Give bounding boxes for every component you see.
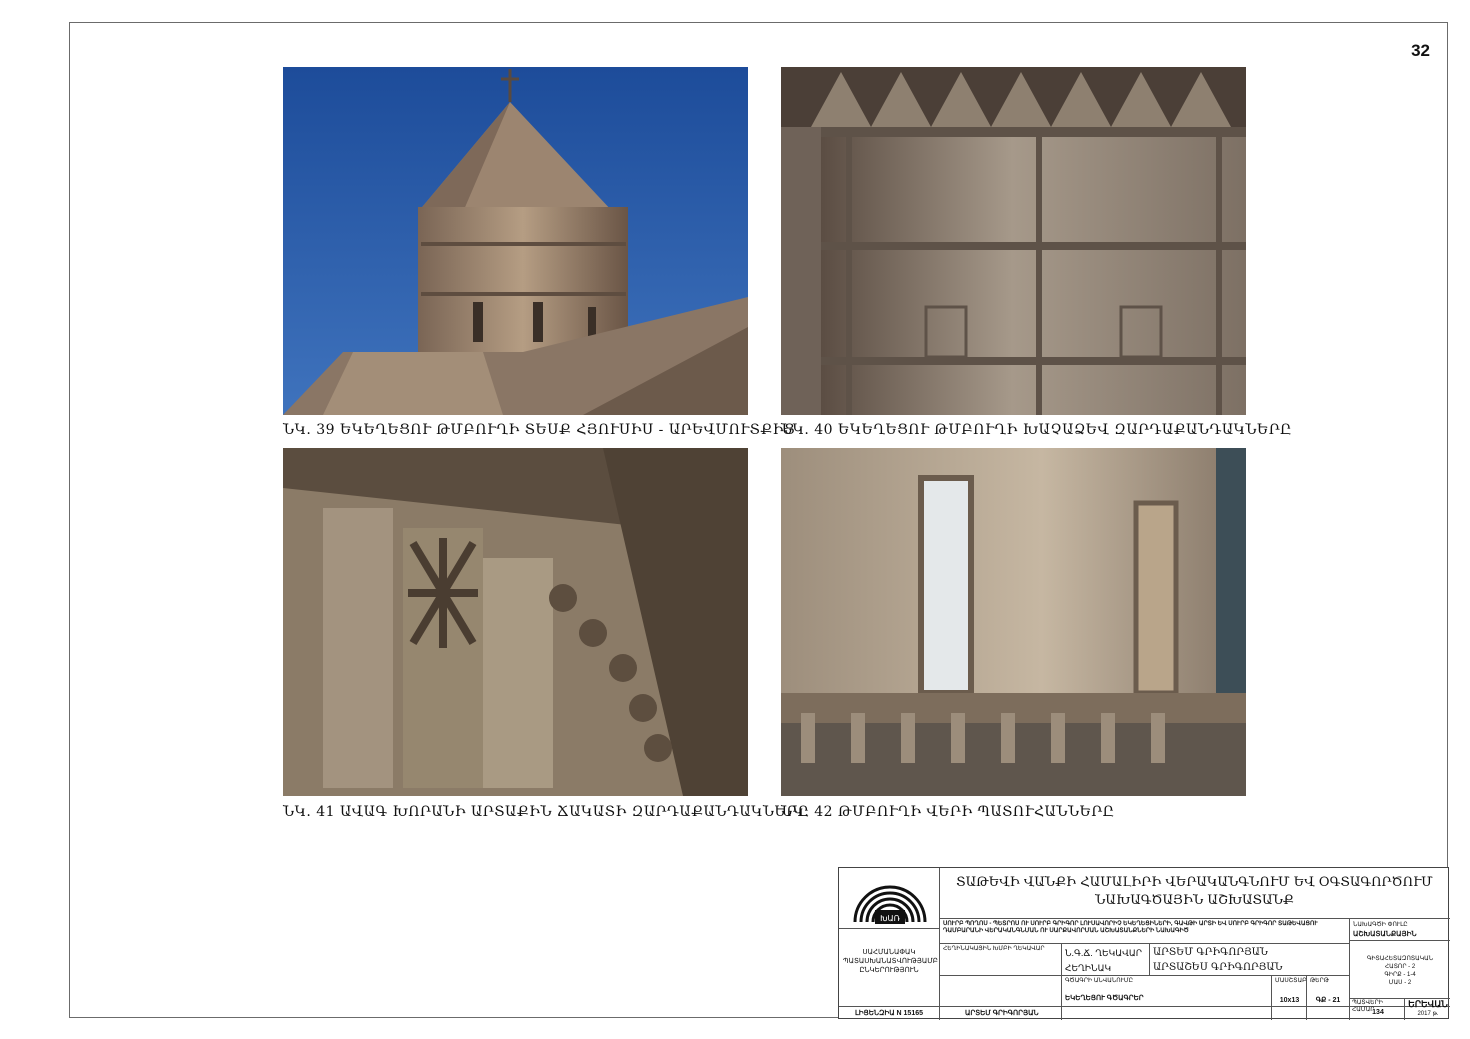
project-title [939,874,1450,916]
order-label: ՊԱՏՎԵՐԻ ՀԱՄԱՐ [1352,1000,1383,1013]
company-logo [847,872,933,928]
project-title-line2: ՆԱԽԱԳԾԱՅԻՆ ԱՇԽԱՏԱՆՔ [1095,893,1294,908]
license-number: ԼԻՑԵՆԶԻԱ N 15165 [854,1010,923,1017]
role1-name: ԱՐՏԵՄ ԳՐԻԳՈՐՅԱՆ [1153,947,1268,958]
object-description: ՍՈՒՐԲ ՊՈՂՈՍ - ՊԵՏՐՈՍ ՈՒ ՍՈՒՐԲ ԳՐԻԳՈՐ ԼՈՒՍԱՎՈՐԻՉ ԵԿԵՂԵՑԻՆԵՐԻ, ԳԱՎԹԻ ԱՐՏԻ ԵՎ ՍՈՒՐԲ ԳՐԻԳՈՐ ՏԱԹԵՎԱՑՈՒ ԴԱՄԲԱՐԱՆԻ ՎԵՐԱԿԱՆԳՆՄԱՆ ՈՒ ՍԱՐՔԱՎՈՐՄԱՆ ԱՇԽԱՏԱՆՔՆԵՐԻ ՆԱԽԱԳԻԾ [943,921,1318,934]
doc-line-2: ԳԻՐՔ - 1-4 [1384,972,1416,978]
scale-label: ՄԱՍՇՏԱԲ [1275,978,1307,984]
project-title-line1: ՏԱԹԵՎԻ ՎԱՆՔԻ ՀԱՄԱԼԻՐԻ ՎԵՐԱԿԱՆԳՆՈՒՄ ԵՎ ՕԳՏԱԳՈՐԾՈՒՄ [956,875,1433,890]
title-block [838,867,1449,1019]
page-number: 32 [1411,41,1430,60]
order-value: 134 [1372,1009,1384,1016]
photo-dome-upper-windows [781,448,1246,796]
caption-figure-42: ՆԿ. 42 ԹՄԲՈՒՂԻ ՎԵՐԻ ՊԱՏՈՒՀԱՆՆԵՐԸ [781,804,1115,820]
drawing-name: ԵԿԵՂԵՑՈՒ ԳԾԱԳՐԵՐ [1065,995,1144,1002]
photo-dome-cross-ornaments [781,67,1246,415]
scale-value: 10x13 [1279,997,1300,1004]
sheet-label: ԹԵՐԹ [1310,978,1329,984]
city: ԵՐԵՎԱՆ [1408,999,1448,1009]
doc-line-3: ՄԱՍ - 2 [1388,980,1412,986]
role2-name: ԱՐՏԱՇԵՍ ԳՐԻԳՈՐՅԱՆ [1153,962,1283,973]
role2-label: ՀԵՂԻՆԱԿ [1065,963,1112,973]
year: 2017 թ. [1417,1011,1439,1017]
caption-figure-41: ՆԿ. 41 ԱՎԱԳ ԽՈՐԱՆԻ ԱՐՏԱՔԻՆ ՃԱԿԱՏԻ ԶԱՐԴԱՔԱՆԴԱԿՆԵՐԸ [283,804,810,820]
company-name: ՍԱՀՄԱՆԱՓԱԿ ՊԱՏԱՍԽԱՆԱՏՎՈՒԹՅԱՄԲ ԸՆԿԵՐՈՒԹՅՈՒՆ [843,949,938,974]
caption-figure-39: ՆԿ. 39 ԵԿԵՂԵՑՈՒ ԹՄԲՈՒՂԻ ՏԵՍՔ ՀՅՈՒՍԻՍ - ԱՐԵՎՄՈՒՏՔԻՑ [283,422,795,438]
photo-dome-northwest [283,67,748,415]
drawing-label: ԳԾԱԳՐԻ ԱՆՎԱՆՈՒՄԸ [1065,978,1134,984]
role1-label: Ն.Գ.Ճ. ՂԵԿԱՎԱՐ [1065,948,1143,958]
logo-text: ԽԱՌ [880,914,900,923]
photo-apse-facade-ornaments [283,448,748,796]
stage-label: ՆԱԽԱԳԾԻ ՓՈՒԼԸ [1353,922,1408,928]
caption-figure-40: ՆԿ. 40 ԵԿԵՂԵՑՈՒ ԹՄԲՈՒՂԻ ԽԱՉԱՁԵՎ ԶԱՐԴԱՔԱՆԴԱԿՆԵՐԸ [781,422,1293,438]
signer-name: ԱՐՏԵՄ ԳՐԻԳՈՐՅԱՆ [965,1010,1039,1017]
doc-label: ԳԻՏԱՀԵՏԱԶՈՏԱԿԱՆ [1366,956,1434,962]
stage-value: ԱՇԽԱՏԱՆՔԱՅԻՆ [1353,931,1417,938]
sheet-value: ԳՔ - 21 [1315,997,1341,1004]
doc-line-1: ՀԱՏՈՐ - 2 [1384,964,1416,970]
head-label: ՀԵՂԻՆԱԿԱՅԻՆ ԽՄԲԻ ՂԵԿԱՎԱՐ [943,946,1045,952]
